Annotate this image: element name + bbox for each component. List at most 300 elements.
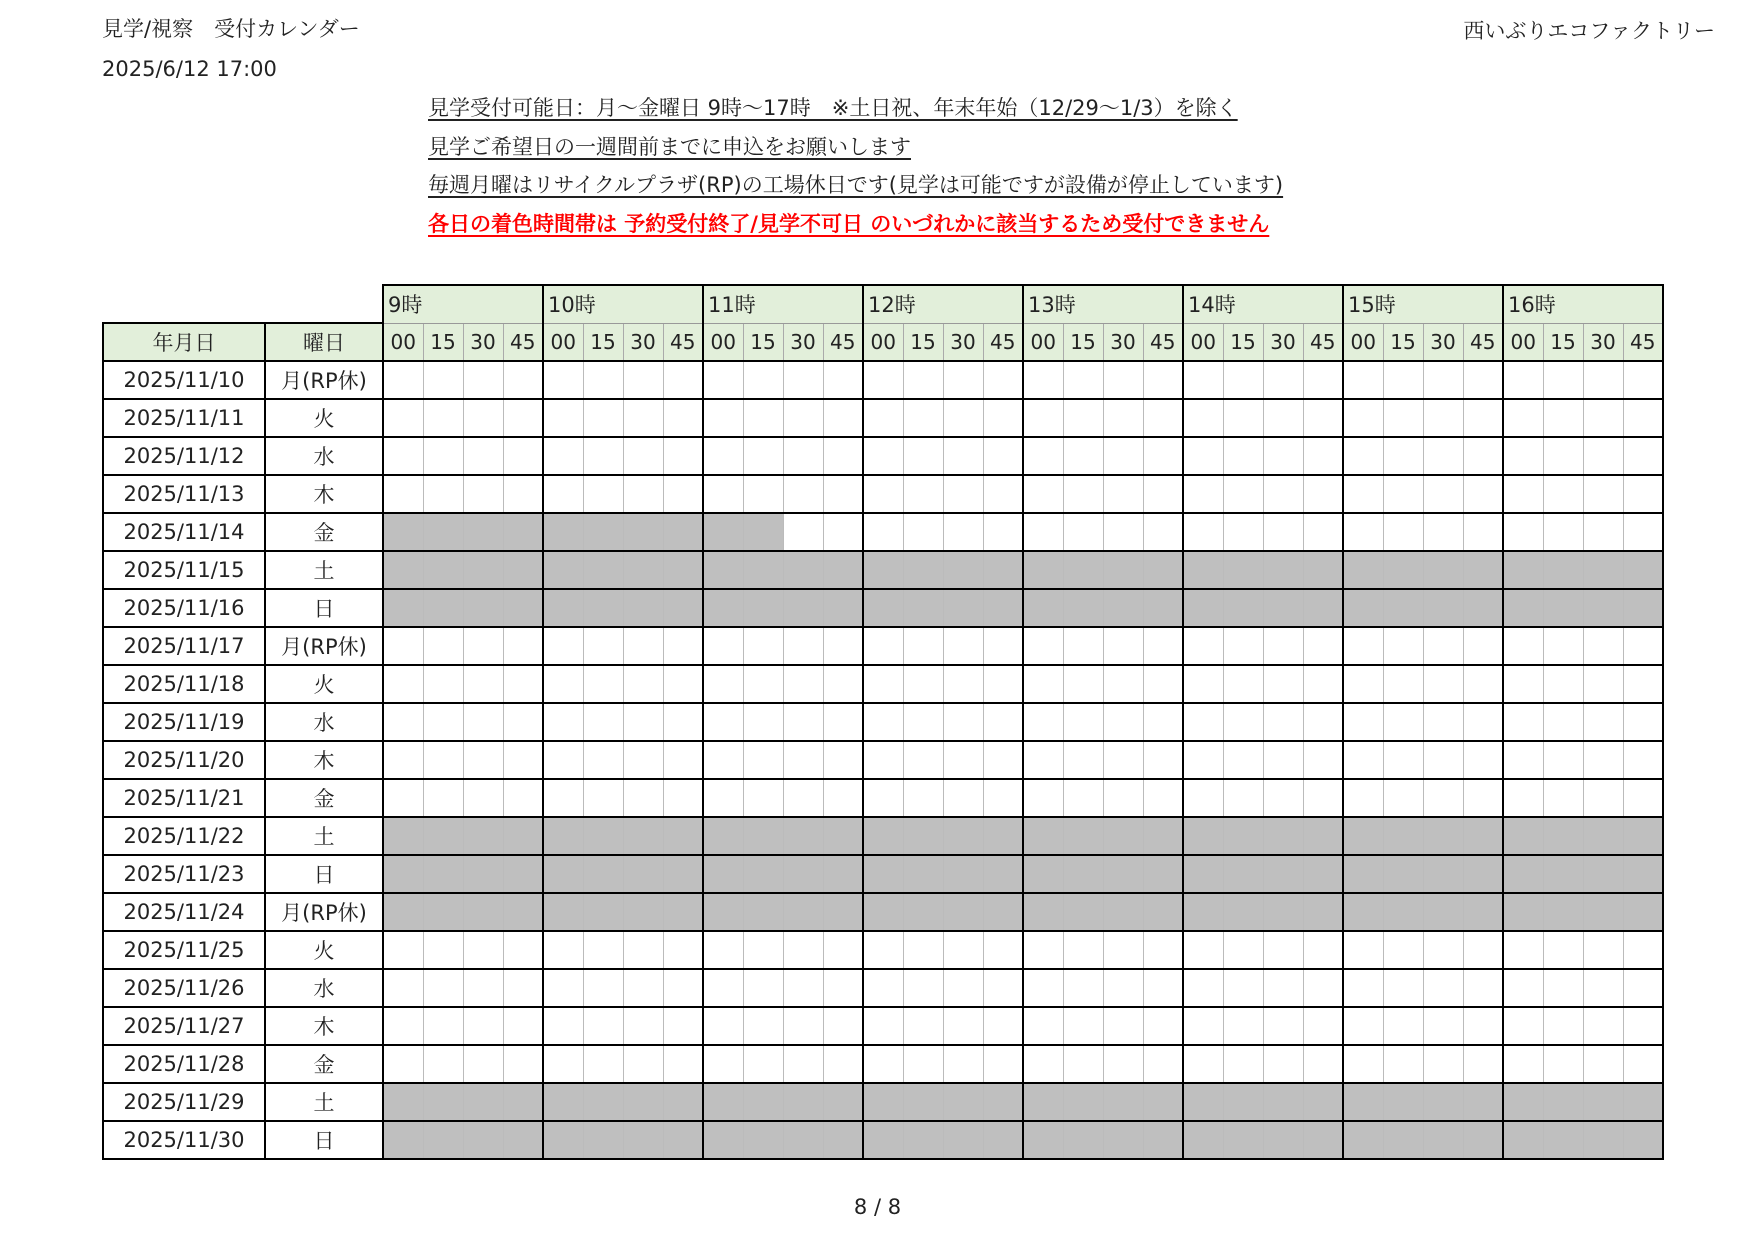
time-slot-available [783, 969, 823, 1007]
time-slot-available [423, 627, 463, 665]
time-slot-available [1543, 399, 1583, 437]
time-slot-available [1303, 779, 1343, 817]
time-slot-unavailable [1463, 1083, 1503, 1121]
time-slot-available [1103, 969, 1143, 1007]
time-slot-unavailable [1463, 1121, 1503, 1159]
time-slot-unavailable [503, 1083, 543, 1121]
time-slot-available [1263, 361, 1303, 399]
time-slot-available [1303, 1007, 1343, 1045]
time-slot-available [743, 627, 783, 665]
time-slot-available [1143, 399, 1183, 437]
time-slot-unavailable [1583, 1083, 1623, 1121]
time-slot-available [1103, 703, 1143, 741]
time-slot-available [863, 475, 903, 513]
time-slot-available [823, 741, 863, 779]
calendar-row [103, 1121, 1663, 1159]
time-slot-available [743, 931, 783, 969]
time-slot-available [1423, 703, 1463, 741]
time-slot-available [1263, 513, 1303, 551]
time-slot-available [383, 1007, 423, 1045]
time-slot-available [1303, 703, 1343, 741]
time-slot-unavailable [1543, 1121, 1583, 1159]
time-slot-available [1103, 627, 1143, 665]
time-slot-available [1143, 931, 1183, 969]
time-slot-unavailable [823, 551, 863, 589]
time-slot-available [1503, 437, 1543, 475]
time-slot-unavailable [543, 513, 583, 551]
time-slot-available [503, 627, 543, 665]
time-slot-unavailable [1463, 893, 1503, 931]
time-slot-unavailable [1023, 551, 1063, 589]
time-slot-unavailable [703, 893, 743, 931]
time-slot-available [663, 475, 703, 513]
minute-header-cell: 30 [1423, 323, 1463, 361]
time-slot-unavailable [1623, 551, 1663, 589]
time-slot-available [1183, 703, 1223, 741]
row-date: 2025/11/18 [103, 665, 265, 703]
time-slot-unavailable [903, 1121, 943, 1159]
time-slot-unavailable [583, 893, 623, 931]
minute-header-cell: 45 [663, 323, 703, 361]
time-slot-available [1583, 779, 1623, 817]
time-slot-available [663, 627, 703, 665]
time-slot-available [1463, 361, 1503, 399]
time-slot-available [1263, 399, 1303, 437]
time-slot-available [1143, 361, 1183, 399]
time-slot-unavailable [1063, 551, 1103, 589]
time-slot-unavailable [543, 1121, 583, 1159]
row-weekday: 月(RP休) [265, 361, 383, 399]
time-slot-unavailable [1383, 551, 1423, 589]
minute-header-cell: 45 [1623, 323, 1663, 361]
time-slot-available [1623, 741, 1663, 779]
time-slot-available [423, 437, 463, 475]
time-slot-available [1143, 779, 1183, 817]
time-slot-available [1023, 475, 1063, 513]
time-slot-unavailable [1543, 817, 1583, 855]
time-slot-unavailable [583, 817, 623, 855]
minute-header-cell: 15 [743, 323, 783, 361]
time-slot-available [1223, 703, 1263, 741]
row-date: 2025/11/27 [103, 1007, 265, 1045]
time-slot-available [1183, 475, 1223, 513]
time-slot-unavailable [663, 589, 703, 627]
calendar-row [103, 437, 1663, 475]
time-slot-available [1343, 475, 1383, 513]
time-slot-unavailable [423, 551, 463, 589]
time-slot-available [983, 779, 1023, 817]
time-slot-available [1423, 361, 1463, 399]
time-slot-unavailable [783, 855, 823, 893]
time-slot-unavailable [1063, 589, 1103, 627]
time-slot-available [1423, 437, 1463, 475]
calendar-row [103, 1045, 1663, 1083]
time-slot-available [1463, 513, 1503, 551]
time-slot-available [863, 703, 903, 741]
row-weekday: 金 [265, 513, 383, 551]
time-slot-available [423, 931, 463, 969]
time-slot-available [463, 969, 503, 1007]
time-slot-available [1343, 1045, 1383, 1083]
time-slot-available [1183, 513, 1223, 551]
time-slot-available [943, 475, 983, 513]
time-slot-available [1103, 1045, 1143, 1083]
time-slot-available [1543, 779, 1583, 817]
minute-header-cell: 00 [383, 323, 423, 361]
calendar-row [103, 779, 1663, 817]
time-slot-unavailable [1463, 551, 1503, 589]
time-slot-available [583, 741, 623, 779]
time-slot-available [663, 779, 703, 817]
row-date: 2025/11/20 [103, 741, 265, 779]
time-slot-unavailable [543, 551, 583, 589]
time-slot-unavailable [463, 817, 503, 855]
time-slot-unavailable [503, 513, 543, 551]
time-slot-unavailable [503, 817, 543, 855]
row-date: 2025/11/17 [103, 627, 265, 665]
time-slot-available [1623, 475, 1663, 513]
time-slot-available [1543, 665, 1583, 703]
calendar-row [103, 627, 1663, 665]
time-slot-available [783, 475, 823, 513]
time-slot-unavailable [783, 551, 823, 589]
time-slot-available [1623, 513, 1663, 551]
time-slot-available [1463, 931, 1503, 969]
minute-header-cell: 45 [983, 323, 1023, 361]
time-slot-available [1223, 1007, 1263, 1045]
time-slot-unavailable [423, 1083, 463, 1121]
time-slot-unavailable [1103, 1121, 1143, 1159]
time-slot-available [1103, 665, 1143, 703]
time-slot-unavailable [943, 1083, 983, 1121]
time-slot-unavailable [1343, 551, 1383, 589]
row-date: 2025/11/16 [103, 589, 265, 627]
hour-header-cell: 12時 [863, 285, 1023, 323]
time-slot-unavailable [543, 589, 583, 627]
time-slot-available [823, 437, 863, 475]
time-slot-unavailable [1263, 1083, 1303, 1121]
time-slot-available [703, 1045, 743, 1083]
time-slot-available [1023, 741, 1063, 779]
time-slot-available [823, 513, 863, 551]
time-slot-available [983, 627, 1023, 665]
time-slot-available [663, 361, 703, 399]
time-slot-available [1223, 1045, 1263, 1083]
time-slot-unavailable [623, 893, 663, 931]
time-slot-available [1263, 741, 1303, 779]
time-slot-unavailable [383, 855, 423, 893]
time-slot-available [1543, 969, 1583, 1007]
time-slot-unavailable [623, 817, 663, 855]
time-slot-available [783, 741, 823, 779]
time-slot-available [1023, 931, 1063, 969]
time-slot-unavailable [863, 855, 903, 893]
time-slot-unavailable [383, 817, 423, 855]
time-slot-available [583, 361, 623, 399]
time-slot-available [863, 627, 903, 665]
time-slot-available [1183, 399, 1223, 437]
row-date: 2025/11/28 [103, 1045, 265, 1083]
time-slot-available [983, 1045, 1023, 1083]
time-slot-available [1063, 1045, 1103, 1083]
time-slot-unavailable [1143, 1083, 1183, 1121]
time-slot-unavailable [743, 893, 783, 931]
time-slot-available [1063, 627, 1103, 665]
calendar-row [103, 665, 1663, 703]
time-slot-available [1143, 1045, 1183, 1083]
time-slot-available [1263, 1007, 1303, 1045]
time-slot-unavailable [623, 589, 663, 627]
time-slot-unavailable [1263, 855, 1303, 893]
hour-header-cell: 14時 [1183, 285, 1343, 323]
time-slot-available [1623, 1007, 1663, 1045]
time-slot-available [863, 969, 903, 1007]
hour-header-cell: 11時 [703, 285, 863, 323]
time-slot-available [503, 741, 543, 779]
time-slot-available [903, 931, 943, 969]
time-slot-unavailable [463, 855, 503, 893]
time-slot-available [1343, 399, 1383, 437]
time-slot-unavailable [1463, 817, 1503, 855]
time-slot-available [1023, 437, 1063, 475]
time-slot-unavailable [1623, 893, 1663, 931]
time-slot-available [863, 779, 903, 817]
time-slot-unavailable [1343, 817, 1383, 855]
row-weekday: 日 [265, 1121, 383, 1159]
time-slot-available [1343, 969, 1383, 1007]
time-slot-available [1143, 703, 1183, 741]
time-slot-available [823, 779, 863, 817]
time-slot-available [1383, 703, 1423, 741]
minute-header-cell: 00 [1503, 323, 1543, 361]
time-slot-unavailable [863, 893, 903, 931]
time-slot-available [743, 475, 783, 513]
time-slot-unavailable [823, 817, 863, 855]
time-slot-available [1543, 1007, 1583, 1045]
time-slot-unavailable [1103, 589, 1143, 627]
time-slot-available [783, 399, 823, 437]
time-slot-unavailable [903, 817, 943, 855]
time-slot-available [743, 399, 783, 437]
time-slot-available [823, 627, 863, 665]
time-slot-unavailable [623, 855, 663, 893]
time-slot-available [983, 475, 1023, 513]
time-slot-unavailable [1263, 551, 1303, 589]
time-slot-unavailable [1143, 855, 1183, 893]
time-slot-available [1623, 399, 1663, 437]
time-slot-available [1503, 399, 1543, 437]
time-slot-unavailable [1343, 1121, 1383, 1159]
time-slot-unavailable [703, 1083, 743, 1121]
time-slot-unavailable [1103, 855, 1143, 893]
time-slot-available [1263, 665, 1303, 703]
time-slot-available [903, 703, 943, 741]
row-weekday: 水 [265, 969, 383, 1007]
time-slot-available [503, 475, 543, 513]
time-slot-available [1503, 779, 1543, 817]
time-slot-available [1623, 1045, 1663, 1083]
time-slot-unavailable [1263, 893, 1303, 931]
time-slot-unavailable [1423, 1121, 1463, 1159]
time-slot-available [1423, 399, 1463, 437]
time-slot-unavailable [543, 1083, 583, 1121]
time-slot-unavailable [1143, 589, 1183, 627]
time-slot-available [383, 361, 423, 399]
time-slot-unavailable [463, 893, 503, 931]
time-slot-available [1423, 969, 1463, 1007]
time-slot-unavailable [1503, 855, 1543, 893]
time-slot-available [1583, 475, 1623, 513]
notice-business-days: 見学受付可能日：月～金曜日 9時～17時 ※土日祝、年末年始（12/29～1/3）を除く [428, 96, 1238, 120]
time-slot-unavailable [1383, 1121, 1423, 1159]
row-weekday: 火 [265, 931, 383, 969]
time-slot-available [1423, 741, 1463, 779]
time-slot-available [823, 1007, 863, 1045]
row-date: 2025/11/29 [103, 1083, 265, 1121]
time-slot-unavailable [1383, 817, 1423, 855]
time-slot-available [1583, 627, 1623, 665]
time-slot-available [1063, 969, 1103, 1007]
time-slot-available [543, 703, 583, 741]
minute-header-cell: 45 [1303, 323, 1343, 361]
time-slot-available [1223, 513, 1263, 551]
time-slot-available [1463, 741, 1503, 779]
time-slot-unavailable [623, 551, 663, 589]
time-slot-available [823, 703, 863, 741]
time-slot-available [503, 931, 543, 969]
time-slot-unavailable [463, 551, 503, 589]
minute-header-cell: 00 [543, 323, 583, 361]
time-slot-unavailable [1023, 1121, 1063, 1159]
time-slot-available [943, 931, 983, 969]
time-slot-unavailable [783, 893, 823, 931]
time-slot-available [623, 665, 663, 703]
time-slot-available [863, 361, 903, 399]
time-slot-available [543, 361, 583, 399]
time-slot-available [583, 969, 623, 1007]
minute-header-cell: 30 [1263, 323, 1303, 361]
time-slot-available [743, 779, 783, 817]
time-slot-unavailable [1543, 855, 1583, 893]
time-slot-unavailable [1543, 1083, 1583, 1121]
hour-header-row [103, 285, 1663, 323]
time-slot-unavailable [1503, 1083, 1543, 1121]
time-slot-available [903, 1007, 943, 1045]
time-slot-unavailable [823, 1121, 863, 1159]
time-slot-available [1063, 779, 1103, 817]
time-slot-available [1103, 779, 1143, 817]
time-slot-unavailable [903, 1083, 943, 1121]
time-slot-unavailable [503, 893, 543, 931]
time-slot-available [1503, 741, 1543, 779]
time-slot-available [863, 931, 903, 969]
time-slot-available [463, 741, 503, 779]
minute-header-cell: 30 [463, 323, 503, 361]
time-slot-available [1543, 931, 1583, 969]
time-slot-available [903, 779, 943, 817]
time-slot-unavailable [983, 1121, 1023, 1159]
time-slot-available [1143, 741, 1183, 779]
time-slot-available [1623, 665, 1663, 703]
time-slot-unavailable [823, 893, 863, 931]
time-slot-available [1583, 931, 1623, 969]
time-slot-available [1343, 931, 1383, 969]
time-slot-available [903, 475, 943, 513]
time-slot-unavailable [1543, 893, 1583, 931]
time-slot-available [1143, 665, 1183, 703]
time-slot-available [1503, 1007, 1543, 1045]
calendar-row [103, 589, 1663, 627]
time-slot-available [703, 969, 743, 1007]
time-slot-available [1303, 437, 1343, 475]
time-slot-available [783, 1045, 823, 1083]
time-slot-available [983, 437, 1023, 475]
time-slot-available [1423, 779, 1463, 817]
time-slot-unavailable [663, 1083, 703, 1121]
time-slot-available [863, 399, 903, 437]
time-slot-available [623, 1007, 663, 1045]
time-slot-available [583, 665, 623, 703]
time-slot-available [1623, 361, 1663, 399]
time-slot-unavailable [863, 817, 903, 855]
row-date: 2025/11/19 [103, 703, 265, 741]
row-date: 2025/11/14 [103, 513, 265, 551]
time-slot-unavailable [743, 1121, 783, 1159]
time-slot-available [1263, 703, 1303, 741]
date-column-header: 年月日 [103, 323, 265, 361]
notice-monday-closure: 毎週月曜はリサイクルプラザ(RP)の工場休日です(見学は可能ですが設備が停止しています) [428, 173, 1284, 197]
time-slot-available [1303, 931, 1343, 969]
time-slot-unavailable [1383, 893, 1423, 931]
minute-header-cell: 15 [583, 323, 623, 361]
time-slot-unavailable [1623, 817, 1663, 855]
time-slot-available [783, 931, 823, 969]
time-slot-unavailable [743, 513, 783, 551]
time-slot-available [783, 1007, 823, 1045]
time-slot-unavailable [1303, 1121, 1343, 1159]
row-date: 2025/11/26 [103, 969, 265, 1007]
time-slot-available [1463, 665, 1503, 703]
time-slot-available [1583, 399, 1623, 437]
time-slot-available [1143, 513, 1183, 551]
time-slot-available [1263, 475, 1303, 513]
time-slot-unavailable [1063, 855, 1103, 893]
time-slot-available [383, 703, 423, 741]
time-slot-unavailable [1583, 589, 1623, 627]
time-slot-unavailable [743, 589, 783, 627]
time-slot-available [1463, 1045, 1503, 1083]
time-slot-available [463, 475, 503, 513]
time-slot-unavailable [783, 589, 823, 627]
time-slot-available [1623, 703, 1663, 741]
time-slot-unavailable [983, 551, 1023, 589]
minute-header-cell: 00 [1023, 323, 1063, 361]
time-slot-available [823, 931, 863, 969]
time-slot-available [1463, 627, 1503, 665]
time-slot-unavailable [1103, 893, 1143, 931]
time-slot-available [623, 703, 663, 741]
time-slot-unavailable [1463, 589, 1503, 627]
time-slot-available [823, 969, 863, 1007]
time-slot-available [1023, 399, 1063, 437]
time-slot-available [863, 437, 903, 475]
minute-header-cell: 45 [503, 323, 543, 361]
time-slot-unavailable [703, 589, 743, 627]
time-slot-available [743, 1007, 783, 1045]
time-slot-unavailable [703, 817, 743, 855]
time-slot-unavailable [1303, 817, 1343, 855]
time-slot-available [663, 1045, 703, 1083]
